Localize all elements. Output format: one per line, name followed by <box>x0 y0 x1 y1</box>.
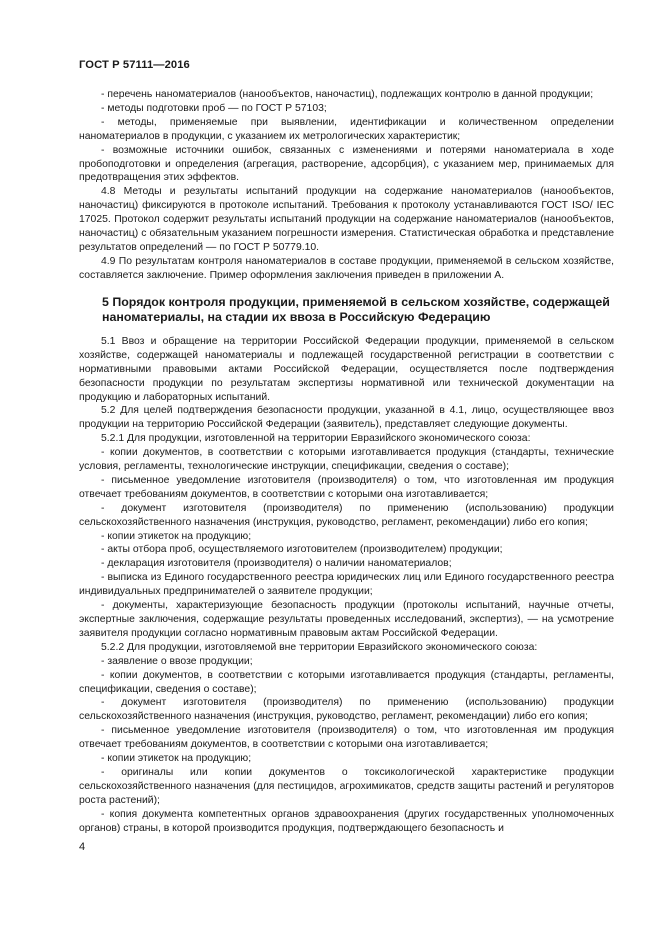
paragraph: 5.2 Для целей подтверждения безопасности продукции, указанной в 4.1, лицо, осуществляющее ввоз продукции на территорию Российской Федерации (заявитель), представляет следующие документы. <box>79 405 614 431</box>
paragraph: - возможные источники ошибок, связанных с изменениями и потерями наноматериала в ходе пробоподготовки и определения (агрегация, растворение, адсорбция), с указанием мер, принимаемых для предотвращения этих эффектов. <box>79 144 614 184</box>
paragraph: - копии документов, в соответствии с которыми изготавливается продукция (стандарты, регламенты, спецификации, сведения о составе); <box>79 669 614 695</box>
paragraph: - копии этикеток на продукцию; <box>101 530 252 542</box>
paragraph: - методы, применяемые при выявлении, идентификации и количественном определении наноматериалов в продукции, с указанием их метрологических характеристик; <box>79 116 614 142</box>
paragraph: - копии этикеток на продукцию; <box>101 753 252 765</box>
paragraph: 5.1 Ввоз и обращение на территории Российской Федерации продукции, применяемой в сельском хозяйстве, содержащей наноматериалы и подлежащей государственной регистрации в соответствии с нормативными правовыми актами Российской Федерации, осуществляется после подтверждения безопасности продукции по результатам экспертизы нормативной или технической документации на продукцию и лабораторных испытаний. <box>79 335 614 403</box>
paragraph: - декларация изготовителя (производителя) о наличии наноматериалов; <box>101 558 452 570</box>
section-5-heading: 5 Порядок контроля продукции, применяемой в сельском хозяйстве, содержащей наноматериалы, на стадии их ввоза в Российскую Федерацию <box>102 294 610 325</box>
paragraph: - документ изготовителя (производителя) по применению (использованию) продукции сельскохозяйственного назначения (инструкция, руководство, регламент, рекомендации) либо его копия; <box>79 502 614 528</box>
paragraph: - письменное уведомление изготовителя (производителя) о том, что изготовленная им продукция отвечает требованиям документов, в соответствии с которыми она изготавливается; <box>79 725 614 751</box>
paragraph: 5.2.1 Для продукции, изготовленной на территории Евразийского экономического союза: <box>101 433 531 445</box>
paragraph: - копии документов, в соответствии с которыми изготавливается продукция (стандарты, технические условия, регламенты, технологические инструкции, спецификации, сведения о составе); <box>79 447 614 473</box>
paragraph: - методы подготовки проб — по ГОСТ Р 57103; <box>101 102 327 114</box>
paragraph: - заявление о ввозе продукции; <box>101 655 253 667</box>
paragraph: - выписка из Единого государственного реестра юридических лиц или Единого государственного реестра индивидуальных предпринимателей о заявителе продукции; <box>79 572 614 598</box>
paragraph: - документ изготовителя (производителя) по применению (использованию) продукции сельскохозяйственного назначения (инструкция, руководство, регламент, рекомендации) либо его копия; <box>79 697 614 723</box>
page-number: 4 <box>79 841 86 853</box>
paragraph: - оригиналы или копии документов о токсикологической характеристике продукции сельскохозяйственного назначения (для пестицидов, агрохимикатов, средств защиты растений и регуляторов роста растений); <box>79 766 614 806</box>
paragraph: - перечень наноматериалов (нанообъектов, наночастиц), подлежащих контролю в данной продукции; <box>101 89 594 100</box>
paragraph: - копия документа компетентных органов здравоохранения (других государственных уполномоченных органов) страны, в которой производится продукция, подтверждающего безопасность и <box>79 808 614 834</box>
paragraph: - письменное уведомление изготовителя (производителя) о том, что изготовленная им продукция отвечает требованиям документов, в соответствии с которыми она изготавливается; <box>79 474 614 500</box>
paragraph: - акты отбора проб, осуществляемого изготовителем (производителем) продукции; <box>101 544 503 556</box>
page-header-standard-id: ГОСТ Р 57111—2016 <box>79 59 190 71</box>
paragraph: 4.9 По результатам контроля наноматериалов в составе продукции, применяемой в сельском хозяйстве, составляется заключение. Пример оформления заключения приведен в приложении А. <box>79 255 614 281</box>
paragraph: - документы, характеризующие безопасность продукции (протоколы испытаний, научные отчеты, экспертные заключения, содержащие результаты проведенных исследований, экспертиз), — на усмотрение заявителя продукции согласно нормативным правовым актам Российской Федерации. <box>79 600 614 639</box>
paragraph: 4.8 Методы и результаты испытаний продукции на содержание наноматериалов (нанообъектов, наночастиц) фиксируются в протоколе испытаний. Требования к протоколу устанавливаются ГОСТ ISO/ IEC 17025. Протокол содержит результаты испытаний продукции на содержание наноматериалов (нанообъектов, наночастиц) с обязательным указанием погрешности измерения. Статистическая обработка и представление результатов определений — по ГОСТ Р 50779.10. <box>79 186 614 253</box>
paragraph: 5.2.2 Для продукции, изготовляемой вне территории Евразийского экономического союза: <box>101 641 538 653</box>
document-body <box>79 88 614 836</box>
